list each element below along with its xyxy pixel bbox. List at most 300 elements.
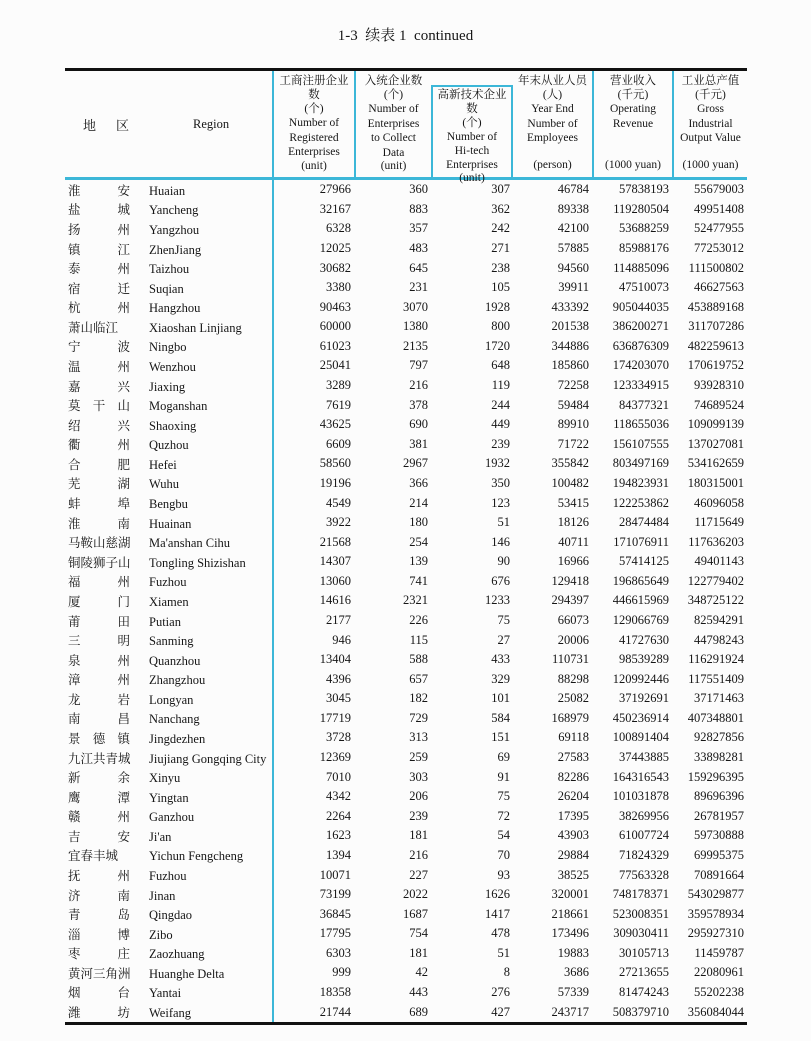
cell-value: 47510073 — [619, 280, 669, 295]
cell-value: 362 — [491, 201, 510, 216]
table-row — [65, 317, 747, 337]
cell-value: 92827856 — [694, 730, 744, 745]
cell-value: 119 — [491, 378, 510, 393]
column-header — [672, 71, 747, 177]
region-name-en: Sanming — [149, 634, 194, 649]
region-name-en: Zhangzhou — [149, 673, 206, 688]
cell-value: 433 — [491, 652, 510, 667]
cell-value: 181 — [409, 945, 428, 960]
cell-value: 1932 — [485, 456, 510, 471]
cell-value: 46627563 — [694, 280, 744, 295]
region-cell — [65, 435, 272, 453]
region-name-cn: 杭 州 — [68, 301, 130, 316]
region-name-cn: 黄河三角洲 — [68, 966, 131, 981]
cell-value: 18126 — [557, 515, 589, 530]
cell-value: 52477955 — [694, 221, 744, 236]
table-row — [65, 493, 747, 513]
cell-value: 93928310 — [694, 378, 744, 393]
column-header-text: 营业收入 (千元) Operating Revenue — [610, 75, 656, 130]
cell-value: 636876309 — [612, 338, 669, 353]
region-name-cn: 莆 田 — [68, 614, 130, 629]
cell-value: 239 — [409, 808, 428, 823]
cell-value: 82594291 — [694, 613, 744, 627]
region-name-en: Hefei — [149, 457, 177, 472]
region-name-en: Zibo — [149, 927, 173, 942]
table-row — [65, 552, 747, 572]
region-cell — [65, 377, 272, 395]
table-row — [65, 904, 747, 924]
cell-value: 10071 — [319, 867, 351, 882]
region-cell — [65, 533, 272, 551]
region-cell — [65, 827, 272, 845]
region-cell — [65, 768, 272, 786]
cell-value: 88298 — [557, 671, 589, 686]
cell-value: 27213655 — [619, 965, 669, 980]
cell-value: 800 — [491, 319, 510, 334]
cell-value: 19883 — [557, 945, 589, 960]
column-header-box — [274, 71, 354, 177]
table-row — [65, 239, 747, 259]
cell-value: 407348801 — [687, 710, 744, 725]
cell-value: 171076911 — [613, 534, 669, 549]
cell-value: 26781957 — [694, 808, 744, 823]
cell-value: 320001 — [551, 887, 589, 902]
cell-value: 3922 — [326, 515, 351, 530]
cell-value: 53415 — [557, 495, 589, 510]
region-name-en: Ningbo — [149, 340, 187, 355]
cell-value: 57339 — [557, 984, 589, 999]
cell-value: 29884 — [557, 847, 589, 862]
region-cell — [65, 298, 272, 316]
cell-value: 196865649 — [612, 573, 669, 588]
cell-value: 523008351 — [612, 906, 669, 921]
region-name-cn: 扬 州 — [68, 222, 130, 237]
cell-value: 4549 — [326, 495, 351, 510]
table-row — [65, 258, 747, 278]
cell-value: 427 — [491, 1004, 510, 1019]
statistics-table — [65, 68, 747, 1025]
cell-value: 359578934 — [687, 906, 744, 921]
table-row — [65, 611, 747, 631]
region-cell — [65, 690, 272, 708]
column-header — [592, 71, 672, 177]
region-name-cn: 潍 坊 — [68, 1006, 130, 1021]
region-cell — [65, 670, 272, 688]
cell-value: 74689524 — [694, 397, 744, 412]
cell-value: 57838193 — [619, 182, 669, 197]
cell-value: 13404 — [319, 652, 351, 667]
region-name-en: Quzhou — [149, 438, 189, 453]
region-cell — [65, 925, 272, 943]
column-header-text: 工商注册企业数 (个) Number of Registered Enterprises — [279, 75, 349, 158]
cell-value: 81474243 — [619, 984, 669, 999]
table-row — [65, 983, 747, 1003]
region-name-cn: 赣 州 — [68, 810, 130, 825]
region-cell — [65, 220, 272, 238]
cell-value: 69995375 — [694, 847, 744, 862]
cell-value: 729 — [409, 710, 428, 725]
region-name-cn: 铜陵狮子山 — [68, 555, 131, 570]
cell-value: 42100 — [557, 221, 589, 236]
cell-value: 120992446 — [612, 671, 669, 686]
cell-value: 182 — [409, 691, 428, 706]
region-name-en: Zaozhuang — [149, 947, 205, 962]
cell-value: 303 — [409, 769, 428, 784]
cell-value: 54 — [497, 828, 510, 843]
column-header — [354, 71, 431, 177]
region-name-en: Huanghe Delta — [149, 966, 225, 981]
region-header-en: Region — [193, 116, 230, 131]
cell-value: 244 — [491, 397, 510, 412]
cell-value: 38525 — [557, 867, 589, 882]
cell-value: 118655036 — [613, 417, 669, 432]
region-name-cn: 嘉 兴 — [68, 379, 130, 394]
cell-value: 173496 — [551, 926, 589, 941]
cell-value: 156107555 — [612, 436, 669, 451]
cell-value: 381 — [409, 436, 428, 451]
cell-value: 238 — [491, 260, 510, 275]
region-cell — [65, 964, 272, 982]
cell-value: 174203070 — [612, 358, 669, 373]
cell-value: 100891404 — [612, 730, 669, 745]
table-row — [65, 591, 747, 611]
cell-value: 123334915 — [612, 378, 669, 393]
cell-value: 295927310 — [687, 926, 744, 941]
region-name-en: Putian — [149, 614, 181, 629]
cell-value: 49401143 — [694, 554, 744, 569]
cell-value: 307 — [491, 182, 510, 197]
cell-value: 139 — [409, 554, 428, 569]
column-unit-label: (unit) — [301, 159, 327, 172]
cell-value: 450236914 — [612, 710, 669, 725]
cell-value: 433392 — [551, 299, 589, 314]
cell-value: 313 — [409, 730, 428, 745]
cell-value: 21744 — [319, 1004, 351, 1019]
region-cell — [65, 396, 272, 414]
cell-value: 70891664 — [694, 867, 744, 882]
region-name-en: Nanchang — [149, 712, 200, 727]
cell-value: 584 — [491, 710, 510, 725]
region-name-en: Suqian — [149, 281, 184, 296]
cell-value: 43903 — [557, 828, 589, 843]
table-row — [65, 669, 747, 689]
cell-value: 329 — [491, 671, 510, 686]
region-name-cn: 盐 城 — [68, 203, 130, 218]
region-cell — [65, 259, 272, 277]
cell-value: 41727630 — [619, 632, 669, 647]
region-cell — [65, 944, 272, 962]
cell-value: 905044035 — [612, 299, 669, 314]
cell-value: 27966 — [319, 182, 351, 197]
region-cell — [65, 631, 272, 649]
cell-value: 100482 — [551, 475, 589, 490]
cell-value: 72 — [497, 808, 510, 823]
cell-value: 94560 — [557, 260, 589, 275]
cell-value: 14616 — [319, 593, 351, 608]
cell-value: 37171463 — [694, 691, 744, 706]
cell-value: 69118 — [558, 730, 589, 745]
table-row — [65, 748, 747, 768]
cell-value: 4396 — [326, 671, 351, 686]
cell-value: 12369 — [319, 750, 351, 765]
cell-value: 114885096 — [613, 260, 669, 275]
cell-value: 1394 — [326, 847, 351, 862]
cell-value: 657 — [409, 671, 428, 686]
cell-value: 294397 — [551, 593, 589, 608]
cell-value: 243717 — [551, 1004, 589, 1019]
cell-value: 180315001 — [687, 475, 744, 490]
cell-value: 37192691 — [619, 691, 669, 706]
cell-value: 91 — [497, 769, 510, 784]
cell-value: 111500802 — [688, 260, 744, 275]
region-name-en: Xiamen — [149, 594, 189, 609]
column-header — [272, 71, 354, 177]
cell-value: 90 — [497, 554, 510, 569]
cell-value: 676 — [491, 573, 510, 588]
region-name-en: Xiaoshan Linjiang — [149, 320, 242, 335]
region-cell — [65, 592, 272, 610]
column-header-box — [594, 71, 672, 177]
cell-value: 146 — [491, 534, 510, 549]
cell-value: 508379710 — [612, 1004, 669, 1019]
cell-value: 60000 — [319, 319, 351, 334]
region-cell — [65, 553, 272, 571]
cell-value: 75 — [497, 789, 510, 804]
cell-value: 741 — [409, 573, 428, 588]
region-name-cn: 厦 门 — [68, 594, 130, 609]
region-name-cn: 衢 州 — [68, 438, 130, 453]
region-cell — [65, 651, 272, 669]
cell-value: 51 — [497, 515, 510, 530]
column-unit-label: (unit) — [459, 172, 485, 184]
cell-value: 122253862 — [612, 495, 669, 510]
cell-value: 14307 — [319, 554, 351, 569]
cell-value: 57885 — [557, 241, 589, 256]
region-cell — [65, 807, 272, 825]
cell-value: 117551409 — [688, 671, 744, 686]
cell-value: 254 — [409, 534, 428, 549]
cell-value: 44798243 — [694, 632, 744, 647]
region-cell — [65, 318, 272, 336]
cell-value: 4342 — [326, 789, 351, 804]
cell-value: 378 — [409, 397, 428, 412]
cell-value: 37443885 — [619, 750, 669, 765]
cell-value: 7010 — [326, 769, 351, 784]
region-name-en: Moganshan — [149, 399, 208, 414]
region-cell — [65, 455, 272, 473]
cell-value: 84377321 — [619, 397, 669, 412]
cell-value: 180 — [409, 515, 428, 530]
region-name-en: Qingdao — [149, 908, 193, 923]
region-name-en: Quanzhou — [149, 653, 201, 668]
column-header-text: 年末从业人员 (人) Year End Number of Employees — [518, 75, 587, 144]
region-cell — [65, 749, 272, 767]
cell-value: 206 — [409, 789, 428, 804]
table-row — [65, 278, 747, 298]
cell-value: 38269956 — [619, 808, 669, 823]
cell-value: 137027081 — [687, 436, 744, 451]
region-name-cn: 漳 州 — [68, 673, 130, 688]
region-name-en: Longyan — [149, 692, 194, 707]
cell-value: 443 — [409, 984, 428, 999]
cell-value: 77253012 — [694, 241, 744, 256]
region-name-en: Yichun Fengcheng — [149, 849, 244, 864]
cell-value: 71722 — [557, 436, 589, 451]
region-name-cn: 景 德 镇 — [68, 731, 130, 746]
cell-value: 231 — [409, 280, 428, 295]
cell-value: 71824329 — [619, 847, 669, 862]
cell-value: 648 — [491, 358, 510, 373]
cell-value: 1233 — [485, 593, 510, 608]
cell-value: 482259613 — [687, 338, 744, 353]
table-row — [65, 709, 747, 729]
region-name-en: Yangzhou — [149, 222, 200, 237]
region-name-cn: 枣 庄 — [68, 947, 130, 962]
cell-value: 110731 — [551, 652, 589, 667]
cell-value: 216 — [409, 378, 428, 393]
column-unit-label: (1000 yuan) — [682, 159, 739, 171]
table-row — [65, 944, 747, 964]
cell-value: 13060 — [319, 573, 351, 588]
cell-value: 122779402 — [687, 573, 744, 588]
cell-value: 73199 — [319, 887, 351, 902]
cell-value: 3045 — [326, 691, 351, 706]
cell-value: 226 — [409, 613, 428, 627]
cell-value: 51 — [497, 945, 510, 960]
column-unit-label: (unit) — [380, 160, 407, 172]
cell-value: 645 — [409, 260, 428, 275]
cell-value: 40711 — [558, 534, 589, 549]
region-name-en: Jingdezhen — [149, 731, 206, 746]
cell-value: 242 — [491, 221, 510, 236]
cell-value: 194823931 — [612, 475, 669, 490]
cell-value: 115 — [409, 632, 428, 647]
cell-value: 588 — [409, 652, 428, 667]
cell-value: 227 — [409, 867, 428, 882]
cell-value: 690 — [409, 417, 428, 432]
region-cell — [65, 572, 272, 590]
table-row — [65, 572, 747, 592]
region-cell — [65, 709, 272, 727]
cell-value: 129066769 — [612, 613, 669, 627]
table-row — [65, 807, 747, 827]
region-cell — [65, 514, 272, 532]
cell-value: 360 — [409, 182, 428, 197]
table-row — [65, 297, 747, 317]
table-row — [65, 865, 747, 885]
cell-value: 70 — [497, 847, 510, 862]
column-header-text: 入统企业数 (个) Number of Enterprises to Collect Data — [364, 75, 423, 159]
cell-value: 311707286 — [688, 319, 744, 334]
region-cell — [65, 181, 272, 199]
table-row — [65, 180, 747, 200]
table-row — [65, 630, 747, 650]
region-name-cn: 九江共青城 — [68, 751, 131, 766]
region-name-cn: 镇 江 — [68, 242, 130, 257]
cell-value: 534162659 — [687, 456, 744, 471]
region-cell — [65, 866, 272, 884]
cell-value: 25041 — [319, 358, 351, 373]
cell-value: 30682 — [319, 260, 351, 275]
region-name-cn: 青 岛 — [68, 908, 130, 923]
cell-value: 27583 — [557, 750, 589, 765]
cell-value: 49951408 — [694, 201, 744, 216]
column-unit-label: (1000 yuan) — [605, 159, 661, 171]
region-cell — [65, 886, 272, 904]
table-row — [65, 532, 747, 552]
region-name-cn: 济 南 — [68, 888, 130, 903]
cell-value: 3686 — [564, 965, 589, 980]
table-header — [65, 68, 747, 184]
region-header-cn: 地 区 — [83, 117, 129, 133]
cell-value: 1623 — [326, 828, 351, 843]
cell-value: 3289 — [326, 378, 351, 393]
region-cell — [65, 788, 272, 806]
column-header-box — [356, 71, 431, 177]
cell-value: 6609 — [326, 436, 351, 451]
region-name-en: Jiujiang Gongqing City — [149, 751, 267, 766]
cell-value: 89910 — [557, 417, 589, 432]
cell-value: 168979 — [551, 710, 589, 725]
region-cell — [65, 474, 272, 492]
region-name-cn: 宿 迁 — [68, 281, 130, 296]
cell-value: 43625 — [319, 417, 351, 432]
region-name-en: Yancheng — [149, 203, 199, 218]
cell-value: 39911 — [558, 280, 589, 295]
region-cell — [65, 846, 272, 864]
region-name-cn: 绍 兴 — [68, 418, 130, 433]
region-name-cn: 龙 岩 — [68, 692, 130, 707]
table-row — [65, 728, 747, 748]
region-name-en: Tongling Shizishan — [149, 555, 246, 570]
table-row — [65, 826, 747, 846]
region-name-en: Ma'anshan Cihu — [149, 536, 231, 551]
region-name-en: ZhenJiang — [149, 242, 202, 257]
cell-value: 17719 — [319, 710, 351, 725]
table-row — [65, 415, 747, 435]
cell-value: 2321 — [403, 593, 428, 608]
cell-value: 46096058 — [694, 495, 744, 510]
cell-value: 1687 — [403, 906, 428, 921]
column-unit-label: (person) — [533, 159, 572, 171]
cell-value: 28474484 — [619, 515, 669, 530]
table-row — [65, 435, 747, 455]
cell-value: 170619752 — [687, 358, 744, 373]
table-row — [65, 356, 747, 376]
cell-value: 53688259 — [619, 221, 669, 236]
cell-value: 18358 — [319, 984, 351, 999]
region-name-cn: 萧山临江 — [68, 320, 119, 335]
cell-value: 2135 — [403, 338, 428, 353]
cell-value: 164316543 — [612, 769, 669, 784]
region-name-en: Yantai — [149, 986, 182, 1001]
cell-value: 12025 — [319, 241, 351, 256]
table-row — [65, 395, 747, 415]
region-name-en: Weifang — [149, 1006, 192, 1021]
column-header-box — [674, 71, 747, 177]
cell-value: 72258 — [557, 378, 589, 393]
cell-value: 59484 — [557, 397, 589, 412]
region-name-cn: 宜春丰城 — [68, 849, 119, 864]
cell-value: 129418 — [551, 573, 589, 588]
region-name-cn: 抚 州 — [68, 869, 130, 884]
cell-value: 1417 — [485, 906, 510, 921]
cell-value: 883 — [409, 201, 428, 216]
cell-value: 19196 — [319, 475, 351, 490]
cell-value: 309030411 — [613, 926, 669, 941]
cell-value: 797 — [409, 358, 428, 373]
region-cell — [65, 279, 272, 297]
